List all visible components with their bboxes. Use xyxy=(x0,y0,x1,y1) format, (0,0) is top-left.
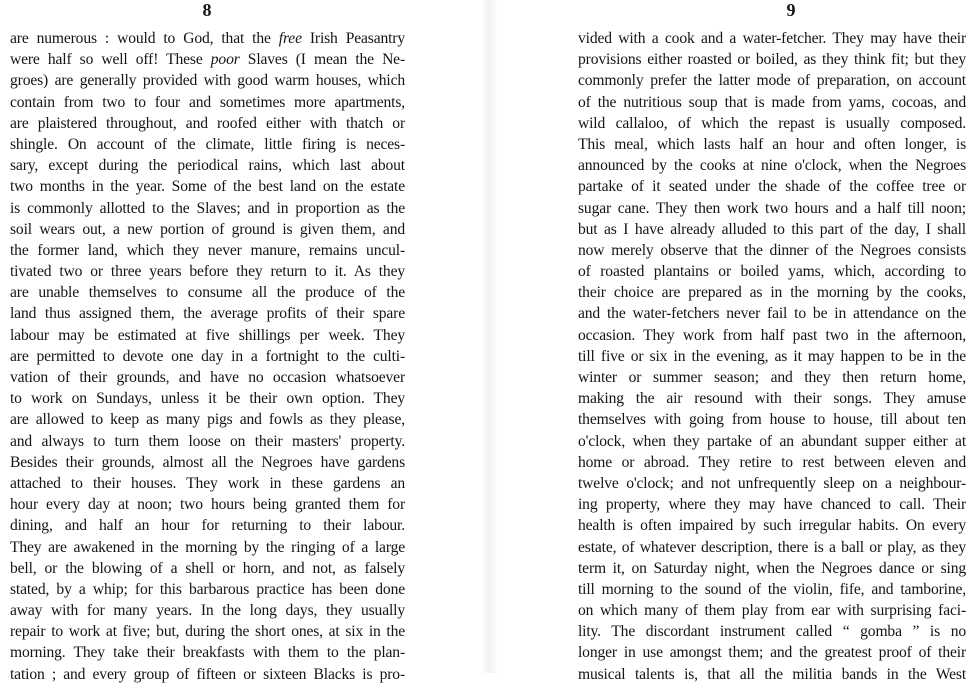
text-line: tation ; and every group of fifteen or sixteen Blacks is pro- xyxy=(10,665,405,683)
text-line: commonly prefer the latter mode of preparation, on account xyxy=(578,72,966,90)
text-line: term it, on Saturday night, when the Negroes dance or sing xyxy=(578,559,966,577)
text-line: is commonly allotted to the Slaves; and in proportion as the xyxy=(10,199,405,217)
left-page-text xyxy=(10,28,405,685)
right-page-text xyxy=(578,28,966,685)
text-line: repair to work at five; but, during the short ones, at six in the xyxy=(10,623,405,641)
text-line: are permitted to devote one day in a fortnight to the culti- xyxy=(10,347,405,365)
text-line: winter or summer season; and they then return home, xyxy=(578,369,966,386)
text-line: labour may be estimated at five shillings per week. They xyxy=(10,326,405,344)
text-line: musical talents is, that all the militia bands in the West xyxy=(578,665,966,683)
text-line: contain from two to four and sometimes more apartments, xyxy=(10,93,405,111)
text-line: Besides their grounds, almost all the Negroes have gardens xyxy=(10,453,405,471)
text-line: were half so well off! These poor Slaves (I mean the Ne- xyxy=(10,51,405,69)
text-line: till five or six in the evening, as it may happen to be in the xyxy=(578,347,966,365)
text-line: of roasted plantains or boiled yams, which, according to xyxy=(578,263,966,281)
text-line: hour every day at noon; two hours being granted them for xyxy=(10,496,405,514)
text-line: away with for many years. In the long days, they usually xyxy=(10,602,405,620)
text-line: now merely observe that the dinner of the Negroes consists xyxy=(578,241,966,259)
text-line: groes) are generally provided with good warm houses, which xyxy=(10,72,405,90)
text-line: bell, or the blowing of a shell or horn, and not, as falsely xyxy=(10,559,405,577)
text-line: but as I have already alluded to this part of the day, I shall xyxy=(578,220,966,238)
text-line: home or abroad. They retire to rest between eleven and xyxy=(578,453,966,471)
text-line: are numerous : would to God, that the free Irish Peasantry xyxy=(10,30,405,47)
text-line: announced by the cooks at nine o'clock, when the Negroes xyxy=(578,157,966,175)
text-line: themselves with going from house to house, till about ten xyxy=(578,411,966,429)
text-line: vided with a cook and a water-fetcher. They may have their xyxy=(578,30,966,47)
text-line: the former land, which they never manure, remains uncul- xyxy=(10,241,405,259)
text-line: wild callaloo, of which the repast is usually composed. xyxy=(578,114,966,132)
text-line: sary, except during the periodical rains, which last about xyxy=(10,157,405,175)
text-line: longer in use amongst them; and the greatest proof of their xyxy=(578,644,966,662)
text-line: are allowed to keep as many pigs and fowls as they please, xyxy=(10,411,405,429)
text-line: sugar cane. They then work two hours and a half till noon; xyxy=(578,199,966,217)
text-line: partake of it seated under the shade of the coffee tree or xyxy=(578,178,966,196)
text-line: their choice are prepared as in the morning by the cooks, xyxy=(578,284,966,302)
text-line: estate, of whatever description, there is a ball or play, as they xyxy=(578,538,966,556)
text-line: twelve o'clock; and not unfrequently sleep on a neighbour- xyxy=(578,474,966,492)
text-line: and the water-fetchers never fail to be in attendance on the xyxy=(578,305,966,323)
left-page-number: 8 xyxy=(202,0,212,20)
text-line: dining, and half an hour for returning to their labour. xyxy=(10,517,405,535)
text-line: are plaistered throughout, and roofed either with thatch or xyxy=(10,114,405,132)
text-line: ing property, where they may have chanced to call. Their xyxy=(578,496,966,514)
text-line: health is often impaired by such irregular habits. On every xyxy=(578,517,966,535)
text-line: two months in the year. Some of the best land on the estate xyxy=(10,178,405,196)
right-page xyxy=(490,0,980,683)
text-line: attached to their houses. They work in these gardens an xyxy=(10,474,405,492)
text-line: soil wears out, a new portion of ground is given them, and xyxy=(10,220,405,238)
text-line: are unable themselves to consume all the produce of the xyxy=(10,284,405,302)
text-line: provisions either roasted or boiled, as they think fit; but they xyxy=(578,51,966,69)
text-line: making the air resound with their songs. They amuse xyxy=(578,390,966,408)
text-line: till morning to the sound of the violin, fife, and tamborine, xyxy=(578,580,966,598)
right-page-number: 9 xyxy=(786,0,796,20)
text-line: to work on Sundays, unless it be their own option. They xyxy=(10,390,405,408)
text-line: of the nutritious soup that is made from yams, cocoas, and xyxy=(578,93,966,111)
text-line: occasion. They work from half past two in the afternoon, xyxy=(578,326,966,344)
text-line: This meal, which lasts half an hour and often longer, is xyxy=(578,135,966,153)
left-page xyxy=(0,0,490,683)
text-line: on which many of them play from ear with surprising faci- xyxy=(578,602,966,620)
text-line: vation of their grounds, and have no occasion whatsoever xyxy=(10,369,405,386)
text-line: stated, by a whip; for this barbarous practice has been done xyxy=(10,580,405,598)
text-line: shingle. On account of the climate, little firing is neces- xyxy=(10,135,405,153)
text-line: and always to turn them loose on their masters' property. xyxy=(10,432,405,450)
text-line: They are awakened in the morning by the ringing of a large xyxy=(10,538,405,556)
text-line: o'clock, when they partake of an abundant supper either at xyxy=(578,432,966,450)
text-line: morning. They take their breakfasts with them to the plan- xyxy=(10,644,405,662)
text-line: land thus assigned them, the average profits of their spare xyxy=(10,305,405,323)
text-line: lity. The discordant instrument called “ gomba ” is no xyxy=(578,623,966,641)
text-line: tivated two or three years before they return to it. As they xyxy=(10,263,405,281)
